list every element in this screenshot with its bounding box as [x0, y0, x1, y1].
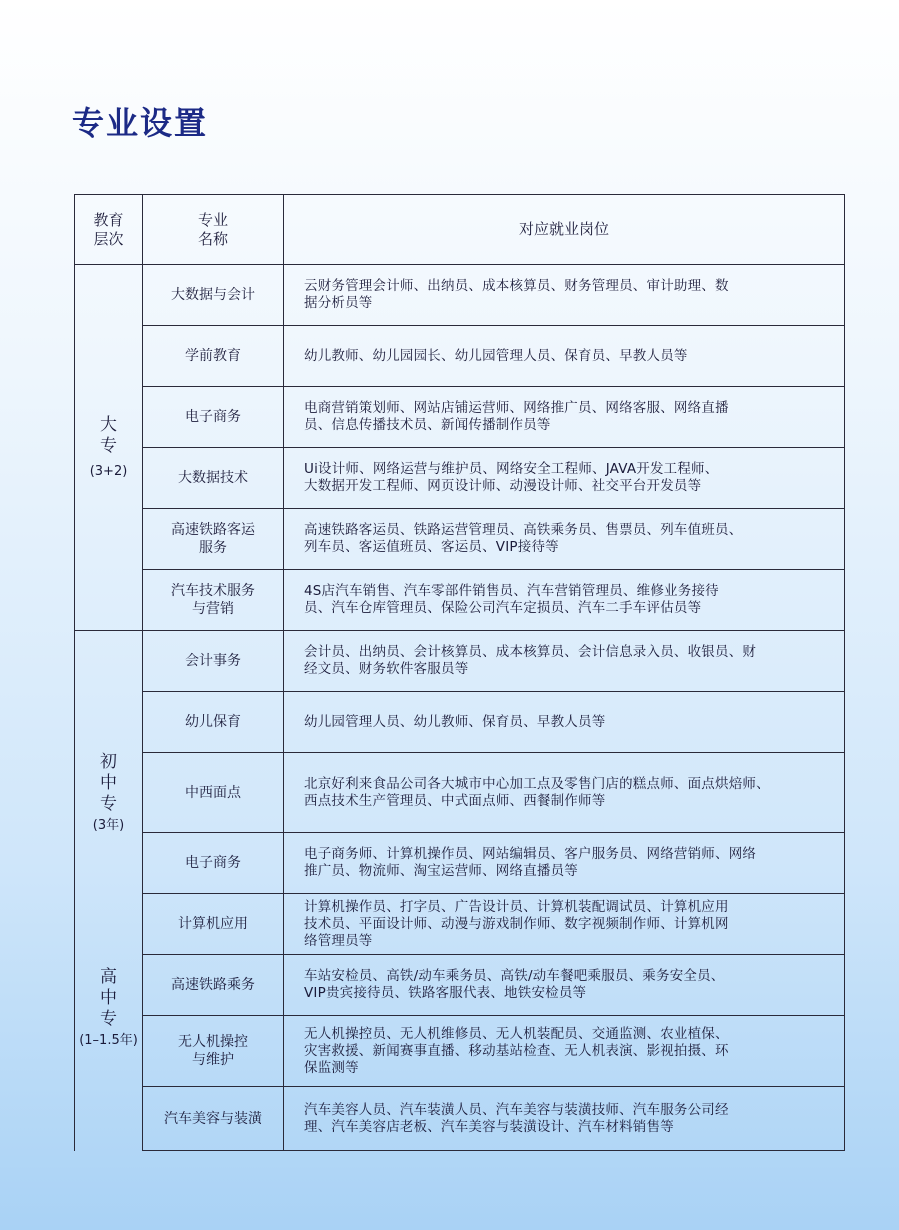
major-line: 幼儿保育 — [185, 714, 241, 730]
major-line: 大数据与会计 — [171, 287, 255, 303]
level-duration: (3+2) — [89, 464, 128, 479]
major-line: 与维护 — [192, 1052, 234, 1068]
job-list — [284, 448, 845, 509]
job-line: 西点技术生产管理员、中式面点师、西餐制作师等 — [304, 792, 606, 809]
major-name — [143, 955, 284, 1016]
level-char: 高 — [100, 966, 117, 987]
header-level — [75, 195, 143, 265]
header-level-line: 层次 — [93, 229, 124, 248]
major-name — [143, 833, 284, 894]
table-row — [75, 1016, 845, 1087]
major-line: 汽车美容与装潢 — [164, 1110, 262, 1127]
job-line: 电子商务师、计算机操作员、网站编辑员、客户服务员、网络营销师、网络 — [304, 846, 757, 862]
header-major-line: 专业 — [197, 210, 228, 229]
table-row — [75, 570, 845, 631]
level-duration: (1–1.5年) — [79, 1032, 138, 1048]
table-row — [75, 326, 845, 387]
major-line: 计算机应用 — [178, 916, 248, 932]
job-line: 云财务管理会计师、出纳员、成本核算员、财务管理员、审计助理、数 — [304, 278, 729, 294]
job-line: 络管理员等 — [304, 932, 373, 949]
job-line: 推广员、物流师、淘宝运营师、网络直播员等 — [304, 863, 578, 879]
job-line: 4S店汽车销售、汽车零部件销售员、汽车营销管理员、维修业务接待 — [304, 583, 719, 599]
job-line: 北京好利来食品公司各大城市中心加工点及零售门店的糕点师、面点烘焙师、 — [304, 775, 770, 792]
level-cell-chuzhong — [75, 631, 143, 955]
page-title: 专业设置 — [72, 104, 209, 142]
job-line: 灾害救援、新闻赛事直播、移动基站检查、无人机表演、影视拍摄、环 — [304, 1042, 729, 1059]
job-list — [284, 894, 845, 955]
job-line: 幼儿教师、幼儿园园长、幼儿园管理人员、保育员、早教人员等 — [304, 347, 688, 364]
major-line: 电子商务 — [185, 855, 241, 871]
major-name — [143, 753, 284, 833]
major-line: 与营销 — [192, 601, 234, 617]
job-line: 员、信息传播技术员、新闻传播制作员等 — [304, 417, 551, 433]
job-list — [284, 692, 845, 753]
major-line: 会计事务 — [185, 653, 241, 669]
level-char: 中 — [100, 772, 117, 793]
major-name — [143, 265, 284, 326]
major-line: 电子商务 — [185, 409, 241, 425]
major-line: 高速铁路客运 — [171, 522, 255, 538]
table-row — [75, 265, 845, 326]
table-header-row — [75, 195, 845, 265]
table-row — [75, 753, 845, 833]
table-row — [75, 692, 845, 753]
table-row — [75, 509, 845, 570]
job-line: 计算机操作员、打字员、广告设计员、计算机装配调试员、计算机应用 — [304, 898, 729, 915]
job-line: 理、汽车美容店老板、汽车美容与装潢设计、汽车材料销售等 — [304, 1118, 674, 1135]
job-line: 车站安检员、高铁/动车乘务员、高铁/动车餐吧乘服员、乘务安全员、 — [304, 968, 725, 984]
major-name — [143, 631, 284, 692]
job-line: VIP贵宾接待员、铁路客服代表、地铁安检员等 — [304, 985, 587, 1001]
level-char: 专 — [100, 793, 117, 814]
job-line: 电商营销策划师、网站店铺运营师、网络推广员、网络客服、网络直播 — [304, 400, 729, 416]
job-line: 大数据开发工程师、网页设计师、动漫设计师、社交平台开发员等 — [304, 478, 702, 494]
table-row — [75, 833, 845, 894]
job-list — [284, 570, 845, 631]
major-table — [74, 194, 845, 1151]
level-duration: (3年) — [92, 817, 125, 833]
level-char: 初 — [100, 751, 117, 772]
level-char: 大 — [100, 415, 117, 435]
major-name — [143, 692, 284, 753]
level-char: 专 — [100, 436, 117, 456]
level-cell-gaozhong — [75, 955, 143, 1151]
major-line: 大数据技术 — [178, 470, 248, 486]
header-jobs: 对应就业岗位 — [284, 195, 845, 265]
job-list — [284, 1087, 845, 1151]
job-line: 据分析员等 — [304, 295, 373, 311]
job-list — [284, 955, 845, 1016]
major-name — [143, 387, 284, 448]
table-row — [75, 631, 845, 692]
major-line: 高速铁路乘务 — [171, 977, 255, 993]
job-list — [284, 833, 845, 894]
major-name — [143, 570, 284, 631]
job-line: 会计员、出纳员、会计核算员、成本核算员、会计信息录入员、收银员、财 — [304, 644, 757, 660]
major-line: 汽车技术服务 — [171, 583, 255, 599]
job-line: Ui设计师、网络运营与维护员、网络安全工程师、JAVA开发工程师、 — [304, 461, 719, 477]
level-char: 中 — [100, 987, 117, 1008]
major-line: 无人机操控 — [178, 1034, 248, 1050]
header-major — [143, 195, 284, 265]
job-list — [284, 387, 845, 448]
level-char: 专 — [100, 1008, 117, 1029]
job-line: 列车员、客运值班员、客运员、VIP接待等 — [304, 539, 559, 555]
table-row — [75, 387, 845, 448]
job-line: 保监测等 — [304, 1059, 359, 1076]
job-list — [284, 265, 845, 326]
job-line: 幼儿园管理人员、幼儿教师、保育员、早教人员等 — [304, 713, 606, 730]
header-major-line: 名称 — [197, 229, 228, 248]
major-name — [143, 894, 284, 955]
major-line: 中西面点 — [185, 784, 241, 801]
major-name — [143, 1087, 284, 1151]
job-list — [284, 326, 845, 387]
table-row — [75, 955, 845, 1016]
job-list — [284, 509, 845, 570]
level-cell-dazhuan — [75, 265, 143, 631]
major-name — [143, 509, 284, 570]
job-line: 经文员、财务软件客服员等 — [304, 661, 469, 677]
table-row — [75, 894, 845, 955]
job-list — [284, 753, 845, 833]
header-level-line: 教育 — [93, 210, 124, 229]
job-list — [284, 1016, 845, 1087]
table-row — [75, 1087, 845, 1151]
job-line: 员、汽车仓库管理员、保险公司汽车定损员、汽车二手车评估员等 — [304, 600, 702, 616]
job-line: 技术员、平面设计师、动漫与游戏制作师、数字视频制作师、计算机网 — [304, 915, 729, 932]
major-line: 学前教育 — [185, 348, 241, 364]
job-line: 汽车美容人员、汽车装潢人员、汽车美容与装潢技师、汽车服务公司经 — [304, 1101, 729, 1118]
major-name — [143, 1016, 284, 1087]
major-line: 服务 — [199, 540, 227, 556]
job-line: 高速铁路客运员、铁路运营管理员、高铁乘务员、售票员、列车值班员、 — [304, 522, 743, 538]
job-list — [284, 631, 845, 692]
table-row — [75, 448, 845, 509]
major-name — [143, 448, 284, 509]
major-name — [143, 326, 284, 387]
job-line: 无人机操控员、无人机维修员、无人机装配员、交通监测、农业植保、 — [304, 1025, 729, 1042]
